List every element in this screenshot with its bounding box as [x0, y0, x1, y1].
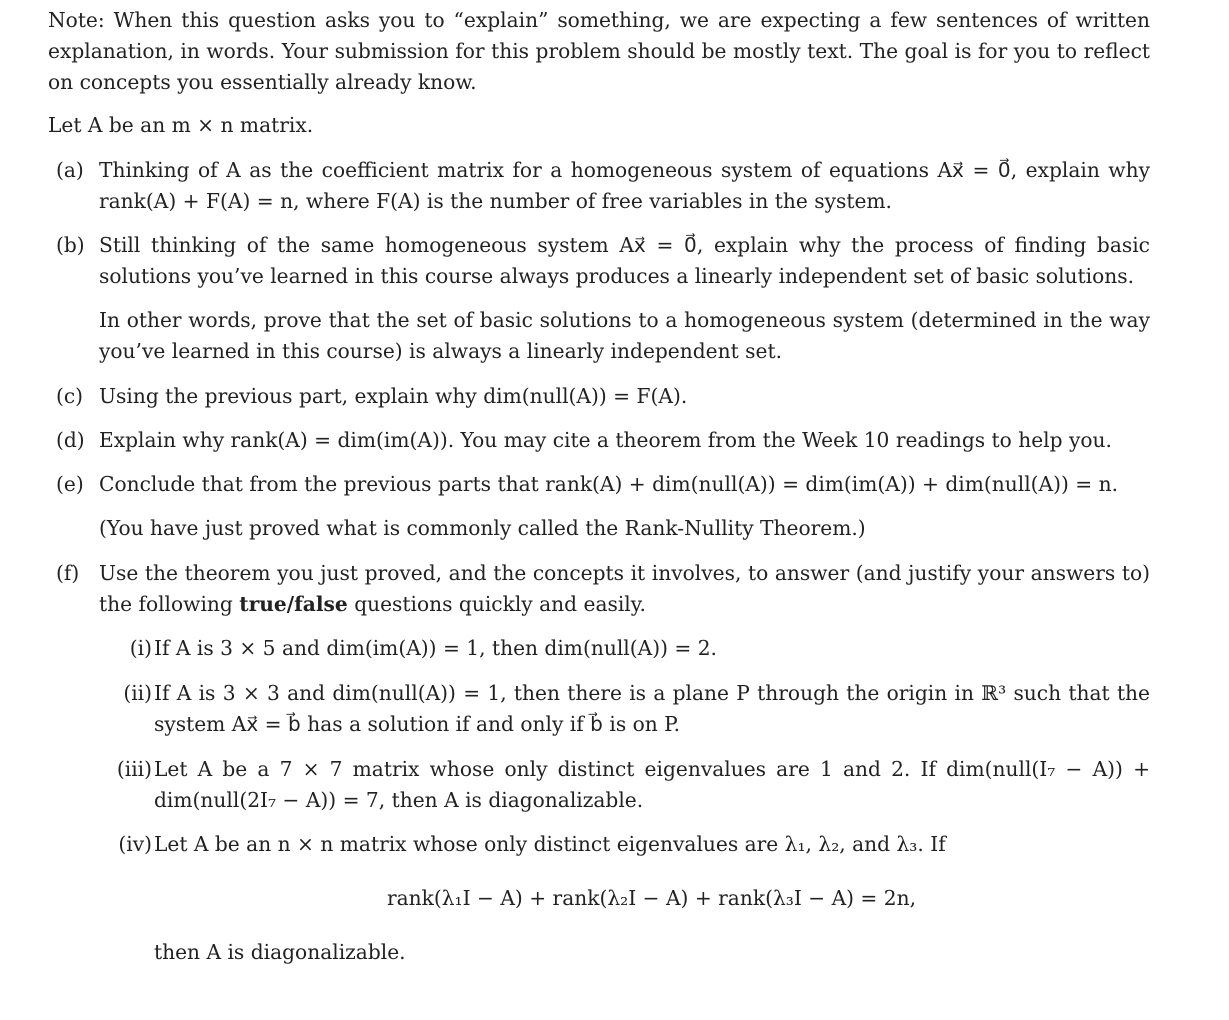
part-f-text-after: questions quickly and easily. — [354, 592, 646, 616]
part-f-label: (f) — [56, 561, 80, 585]
subpart-iv-text: Let A be an n × n matrix whose only distinct eigenvalues are λ₁, λ₂, and λ₃. If — [154, 832, 946, 856]
part-d — [56, 425, 1150, 456]
part-d-label: (d) — [56, 428, 85, 452]
part-f-text-before: Use the theorem you just proved, and the concepts it involves, to answer (and justify your answers to) the following — [99, 561, 1150, 616]
part-c-label: (c) — [56, 384, 84, 408]
part-c-text: Using the previous part, explain why dim(null(A)) = F(A). — [99, 384, 688, 408]
subpart-i-text: If A is 3 × 5 and dim(im(A)) = 1, then dim(null(A)) = 2. — [154, 636, 717, 660]
part-e-label: (e) — [56, 472, 84, 496]
part-f — [56, 558, 1150, 620]
intro-sentence: Let A be an m × n matrix. — [48, 113, 314, 137]
subpart-ii-label: (ii) — [123, 681, 152, 705]
subpart-ii-text: If A is 3 × 3 and dim(null(A)) = 1, then there is a plane P through the origin in ℝ³ such that the system Ax⃗ = b⃗ has a solution if and only if b⃗ is on P. — [154, 681, 1150, 736]
subpart-iv-label: (iv) — [118, 832, 152, 856]
part-a — [56, 155, 1150, 217]
part-b-paragraph: In other words, prove that the set of basic solutions to a homogeneous system (determined in the way you’ve learned in this course) is always a linearly independent set. — [99, 308, 1150, 363]
part-f-text — [99, 558, 1150, 620]
part-e-text: Conclude that from the previous parts that rank(A) + dim(null(A)) = dim(im(A)) + dim(null(A)) = n. — [99, 472, 1119, 496]
part-e-paragraph: (You have just proved what is commonly called the Rank-Nullity Theorem.) — [99, 516, 866, 540]
part-a-text: Thinking of A as the coefficient matrix for a homogeneous system of equations Ax⃗ = 0⃗, explain why rank(A) + F(A) = n, where F(A) is the number of free variables in the system. — [99, 158, 1150, 213]
subpart-iv — [104, 829, 1150, 860]
part-a-label: (a) — [56, 158, 84, 182]
part-f-text-bold: true/false — [239, 592, 348, 616]
subpart-i — [104, 633, 1150, 664]
part-b-label: (b) — [56, 233, 85, 257]
display-equation: rank(λ₁I − A) + rank(λ₂I − A) + rank(λ₃I − A) = 2n, — [386, 886, 917, 910]
subpart-ii — [104, 678, 1150, 740]
part-b-text: Still thinking of the same homogeneous system Ax⃗ = 0⃗, explain why the process of finding basic solutions you’ve learned in this course always produces a linearly independent set of basic solutions. — [99, 233, 1150, 288]
note-paragraph: Note: When this question asks you to “explain” something, we are expecting a few sentences of written explanation, in words. Your submission for this problem should be mostly text. The goal is for you to reflect on concepts you essentially already know. — [48, 8, 1150, 94]
subpart-i-label: (i) — [129, 636, 152, 660]
subpart-iv-closing: then A is diagonalizable. — [154, 940, 406, 964]
subpart-iii-label: (iii) — [116, 757, 152, 781]
part-e — [56, 469, 1150, 500]
part-d-text: Explain why rank(A) = dim(im(A)). You may cite a theorem from the Week 10 readings to help you. — [99, 428, 1112, 452]
part-b — [56, 230, 1150, 292]
subpart-iii-text: Let A be a 7 × 7 matrix whose only distinct eigenvalues are 1 and 2. If dim(null(I₇ − A)) + dim(null(2I₇ − A)) = 7, then A is diagonalizable. — [154, 757, 1150, 812]
subpart-iii — [104, 754, 1150, 816]
part-c — [56, 381, 1150, 412]
